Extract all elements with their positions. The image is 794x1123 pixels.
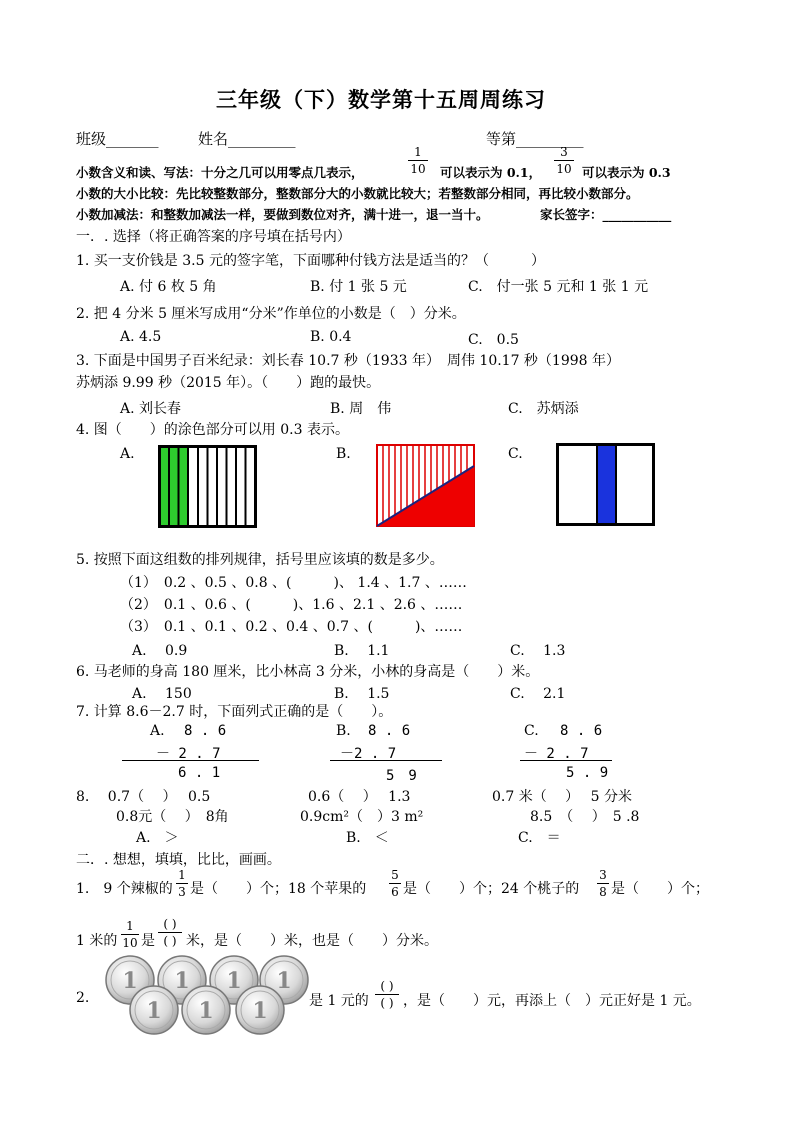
svg-text:1: 1 [146, 998, 162, 1024]
q7-a-rule [122, 760, 259, 761]
coin-icon [130, 986, 178, 1034]
s2-q1-text-d: 是（ ）个； [611, 881, 709, 897]
q5-line3: （3） 0.1 、0.1 、0.2 、0.4 、0.7 、( )、…… [120, 619, 463, 635]
q4-option-c[interactable]: C. [508, 446, 523, 462]
s2-q1b-text-c: 米，是（ ）米，也是（ ）分米。 [186, 933, 438, 949]
fraction-3-10: 3 10 [554, 146, 574, 175]
q8-compare-4: 0.8元（ ） 8角 [116, 809, 229, 825]
q2-stem: 2. 把 4 分米 5 厘米写成用“分米”作单位的小数是（ ）分米。 [76, 306, 466, 322]
q8-option-a[interactable]: A. ＞ [136, 830, 179, 846]
note-decimal-c: 可以表示为 0.3 [582, 165, 671, 180]
q7-stem: 7. 计算 8.6－2.7 时，下面列式正确的是（ ）。 [76, 704, 393, 720]
q7-a-label[interactable]: A. [150, 723, 165, 739]
q7-a-result: 6 . 1 [178, 765, 221, 781]
s2-q1b-text-a: 1 米的 [76, 933, 118, 949]
svg-text:1: 1 [252, 998, 268, 1024]
q3-option-b[interactable]: B. 周 伟 [330, 401, 392, 417]
svg-text:1: 1 [276, 968, 292, 994]
q6-option-a[interactable]: A. 150 [132, 686, 192, 702]
s2-q1-text-c: 是（ ）个；24 个桃子的 [403, 881, 580, 897]
q7-b-rule [330, 760, 442, 761]
q6-option-b[interactable]: B. 1.5 [334, 686, 390, 702]
q7-b-result: 5 9 [386, 768, 417, 784]
q1-option-a[interactable]: A. 付 6 枚 5 角 [120, 279, 217, 295]
figure-c-band [556, 443, 656, 527]
svg-text:1: 1 [198, 998, 214, 1024]
q6-option-c[interactable]: C. 2.1 [510, 686, 566, 702]
q8-compare-3: 0.7 米（ ） 5 分米 [492, 789, 632, 805]
fraction-3-8: 3 8 [597, 869, 609, 898]
q2-option-c[interactable]: C. 0.5 [468, 332, 519, 348]
figure-a-strips [158, 445, 258, 529]
q7-a-top: 8 . 6 [184, 723, 227, 739]
q8-option-c[interactable]: C. ＝ [518, 830, 561, 846]
grade-field[interactable]: 等第_________ [486, 130, 584, 148]
q5-line1: （1） 0.2 、0.5 、0.8 、( )、 1.4 、1.7 、…… [120, 575, 467, 591]
q3-option-a[interactable]: A. 刘长春 [120, 401, 182, 417]
q7-a-mid: － 2 . 7 [156, 746, 221, 762]
q7-c-result: 5 . 9 [566, 765, 609, 781]
class-field[interactable]: 班级_______ [76, 130, 159, 148]
name-field[interactable]: 姓名_________ [198, 130, 296, 148]
q7-b-top: 8 . 6 [368, 723, 411, 739]
q2-option-a[interactable]: A. 4.5 [120, 329, 162, 345]
q7-c-mid: － 2 . 7 [524, 746, 589, 762]
coin-icon [236, 986, 284, 1034]
s2-q1-text-b: 是（ ）个；18 个苹果的 [190, 881, 367, 897]
fraction-5-6: 5 6 [389, 869, 401, 898]
q2-option-b[interactable]: B. 0.4 [310, 329, 352, 345]
q8-compare-5: 0.9cm²（ ）3 m² [300, 809, 424, 825]
q8-compare-6: 8.5 （ ） 5 .8 [530, 809, 640, 825]
coin-icon [182, 986, 230, 1034]
q8-compare-2: 0.6（ ） 1.3 [308, 789, 411, 805]
q8-compare-1: 8. 0.7（ ） 0.5 [76, 789, 211, 805]
coin-group [98, 954, 312, 1036]
q1-option-b[interactable]: B. 付 1 张 5 元 [310, 279, 407, 295]
q3-option-c[interactable]: C. 苏炳添 [508, 401, 579, 417]
s2-q1b-text-b: 是 [141, 933, 155, 949]
svg-text:1: 1 [122, 968, 138, 994]
q1-stem: 1. 买一支价钱是 3.5 元的签字笔，下面哪种付钱方法是适当的？（ ） [76, 253, 545, 269]
q7-c-top: 8 . 6 [560, 723, 603, 739]
q4-stem: 4. 图（ ）的涂色部分可以用 0.3 表示。 [76, 422, 349, 438]
figure-b-triangle [376, 444, 476, 528]
note-decimal-compare: 小数的大小比较：先比较整数部分，整数部分大的小数就比较大；若整数部分相同，再比较小数部分。 [76, 186, 639, 201]
q4-option-a[interactable]: A. [120, 446, 135, 462]
q5-option-a[interactable]: A. 0.9 [132, 643, 188, 659]
q1-option-c[interactable]: C. 付一张 5 元和 1 张 1 元 [468, 279, 649, 295]
note-decimal-b: 可以表示为 0.1， [440, 165, 542, 180]
q5-option-c[interactable]: C. 1.3 [510, 643, 566, 659]
section2-heading: 二．. 想想，填填，比比，画画。 [76, 852, 281, 868]
q6-stem: 6. 马老师的身高 180 厘米，比小林高 3 分米，小林的身高是（ ）米。 [76, 664, 540, 680]
section1-heading: 一．. 选择（将正确答案的序号填在括号内） [76, 229, 351, 245]
s2-q1-text-a: 1. 9 个辣椒的 [76, 881, 173, 897]
blank-fraction-meter[interactable]: ( ) ( ) [158, 918, 182, 947]
s2-q2-number: 2. [76, 990, 90, 1006]
fraction-1-10: 1 10 [408, 146, 428, 175]
q5-stem: 5. 按照下面这组数的排列规律，括号里应该填的数是多少。 [76, 552, 444, 568]
q7-b-mid: －2 . 7 [340, 746, 397, 762]
s2-q2-text-b: ，是（ ）元，再添上（ ）元正好是 1 元。 [403, 993, 701, 1009]
q7-c-rule [520, 760, 612, 761]
q4-option-b[interactable]: B. [336, 446, 351, 462]
page-title: 三年级（下）数学第十五周周练习 [216, 87, 546, 112]
note-decimal-addsub: 小数加减法：和整数加减法一样，要做到数位对齐，满十进一，退一当十。 [76, 207, 489, 222]
fraction-1-10-meter: 1 10 [122, 919, 138, 950]
q7-c-label[interactable]: C. [524, 723, 539, 739]
q5-option-b[interactable]: B. 1.1 [334, 643, 390, 659]
s2-q2-text-a: 是 1 元的 [309, 993, 369, 1009]
parent-signature-field[interactable]: 家长签字：___________ [540, 207, 672, 222]
svg-text:1: 1 [226, 968, 242, 994]
q8-option-b[interactable]: B. ＜ [346, 830, 389, 846]
blank-fraction-yuan[interactable]: ( ) ( ) [375, 980, 399, 1009]
note-decimal-meaning: 小数含义和读、写法：十分之几可以用零点几表示， [76, 165, 364, 180]
q7-b-label[interactable]: B. [336, 723, 351, 739]
q3-stem-line2: 苏炳添 9.99 秒（2015 年）。（ ）跑的最快。 [76, 375, 381, 391]
fraction-1-3: 1 3 [176, 869, 188, 898]
q3-stem-line1: 3. 下面是中国男子百米纪录：刘长春 10.7 秒（1933 年） 周伟 10.17 秒（1998 年） [76, 353, 621, 369]
q5-line2: （2） 0.1 、0.6 、( )、1.6 、2.1 、2.6 、…… [120, 597, 463, 613]
svg-text:1: 1 [174, 968, 190, 994]
